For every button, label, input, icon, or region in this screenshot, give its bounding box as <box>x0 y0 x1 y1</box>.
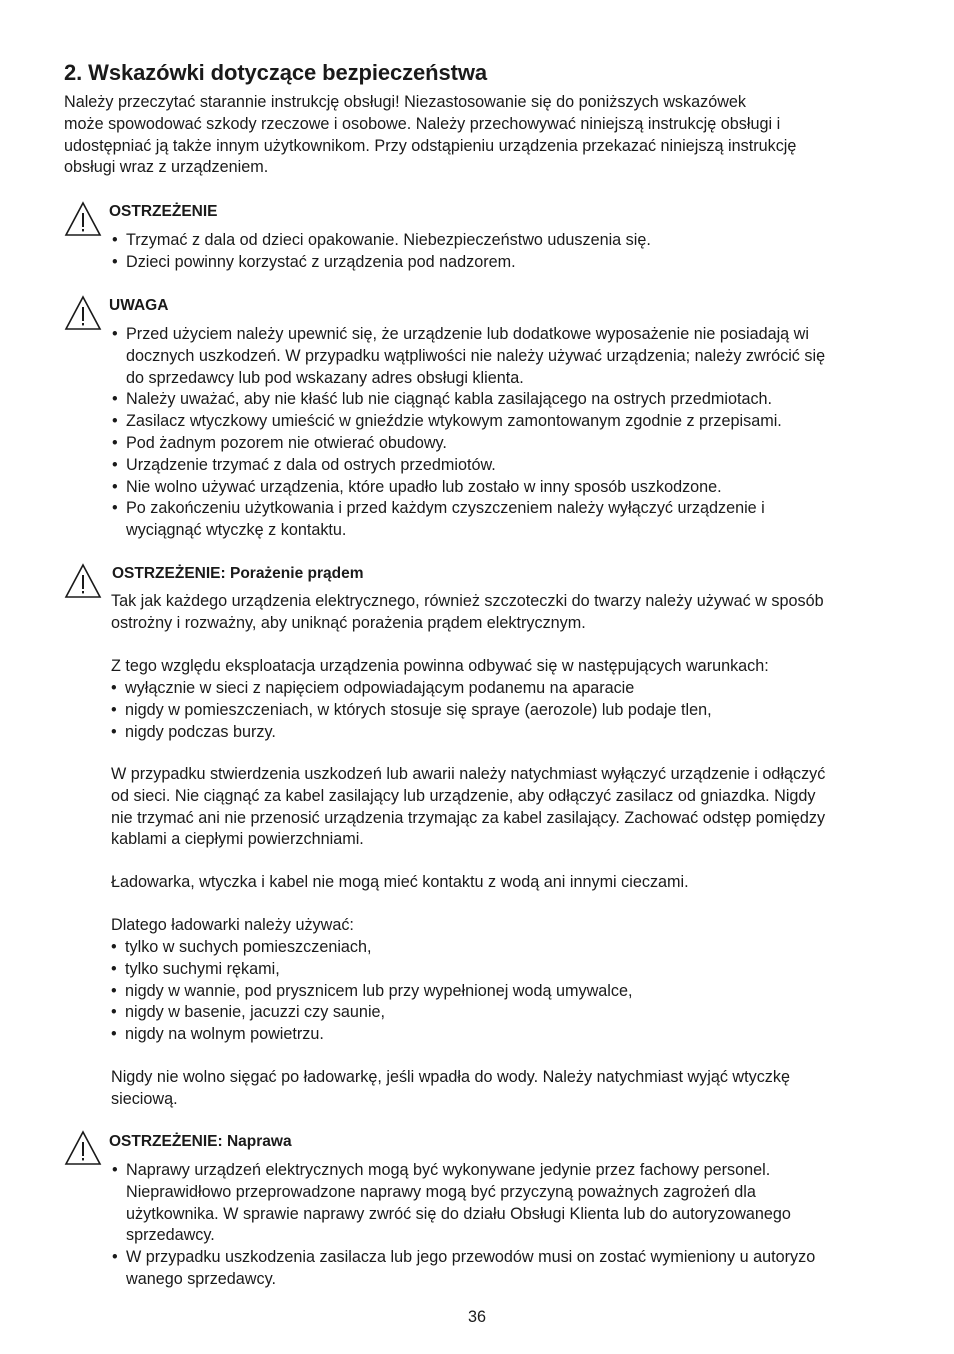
list-item: • tylko suchymi rękami, <box>111 959 911 981</box>
section-title: 2. Wskazówki dotyczące bezpieczeństwa <box>64 60 488 85</box>
list-item: • nigdy w wannie, pod prysznicem lub przy wypełnionej wodą umywalce, <box>111 981 911 1003</box>
electric-paragraph: W przypadku stwierdzenia uszkodzeń lub awarii należy natychmiast wyłączyć urządzenie i odłączyć od sieci. Nie ciągnąć za kabel zasilający lub urządzenie, aby odłączyć zasilacz od gniazdka. Nigdy nie trzymać ani nie przenosić urządzenia trzymając za kabel zasilający. Zachować odstęp pomiędzy kablami a ciepłymi powierzchniami. <box>111 765 826 849</box>
list-item: • Należy uważać, aby nie kłaść lub nie ciągnąć kabla zasilającego na ostrych przedmiotach. <box>112 389 902 411</box>
list-item: • Zasilacz wtyczkowy umieścić w gnieździe wtykowym zamontowanym zgodnie z przepisami. <box>112 411 902 433</box>
warning-list <box>112 230 902 274</box>
list-item: • Naprawy urządzeń elektrycznych mogą być wykonywane jedynie przez fachowy personel. Nieprawidłowo przeprowadzone naprawy mogą być przyczyną poważnych zagrożeń dla użytkownika. W sprawie naprawy zwróć się do działu Obsługi Klienta lub do autoryzowanego sprzedawcy. <box>112 1160 902 1247</box>
warning-triangle-icon <box>64 295 102 331</box>
list-item: • tylko w suchych pomieszczeniach, <box>111 937 911 959</box>
usage-list <box>111 937 911 1046</box>
list-item: • nigdy w pomieszczeniach, w których stosuje się spraye (aerozole) lub podaje tlen, <box>111 700 911 722</box>
list-item: • Urządzenie trzymać z dala od ostrych przedmiotów. <box>112 455 902 477</box>
list-item: • wyłącznie w sieci z napięciem odpowiadającym podanemu na aparacie <box>111 678 911 700</box>
list-item: • Dzieci powinny korzystać z urządzenia pod nadzorem. <box>112 252 902 274</box>
warning-triangle-icon <box>64 201 102 237</box>
electric-paragraph: Ładowarka, wtyczka i kabel nie mogą mieć kontaktu z wodą ani innymi cieczami. <box>111 873 689 891</box>
electric-paragraph: Z tego względu eksploatacja urządzenia powinna odbywać się w następujących warunkach: <box>111 657 769 675</box>
warning-heading: OSTRZEŻENIE <box>109 203 218 220</box>
warning-triangle-icon <box>64 563 102 599</box>
page-number: 36 <box>467 1308 486 1326</box>
list-item: • nigdy w basenie, jacuzzi czy saunie, <box>111 1002 911 1024</box>
list-item: • W przypadku uszkodzenia zasilacza lub jego przewodów musi on zostać wymieniony u autoryzo wanego sprzedawcy. <box>112 1247 902 1291</box>
repair-list <box>112 1160 902 1291</box>
conditions-list <box>111 678 911 743</box>
list-item: • nigdy na wolnym powietrzu. <box>111 1024 911 1046</box>
intro-paragraph: Należy przeczytać starannie instrukcję obsługi! Niezastosowanie się do poniższych wskazówek może spowodować szkody rzeczowe i osobowe. Należy przechowywać niniejszą instrukcję obsługi i udostępniać ją także innym użytkownikom. Przy odstąpieniu urządzenia przekazać niniejszą instrukcję obsługi wraz z urządzeniem. <box>64 93 797 177</box>
electric-warning-heading: OSTRZEŻENIE: Porażenie prądem <box>112 565 364 582</box>
list-item: • Nie wolno używać urządzenia, które upadło lub zostało w inny sposób uszkodzone. <box>112 477 902 499</box>
warning-triangle-icon <box>64 1130 102 1166</box>
electric-paragraph: Dlatego ładowarki należy używać: <box>111 916 354 934</box>
list-item: • Trzymać z dala od dzieci opakowanie. Niebezpieczeństwo uduszenia się. <box>112 230 902 252</box>
electric-paragraph: Nigdy nie wolno sięgać po ładowarkę, jeśli wpadła do wody. Należy natychmiast wyjąć wtyczkę sieciową. <box>111 1068 790 1108</box>
list-item: • Po zakończeniu użytkowania i przed każdym czyszczeniem należy wyłączyć urządzenie i wyciągnąć wtyczkę z kontaktu. <box>112 498 902 542</box>
list-item: • nigdy podczas burzy. <box>111 722 911 744</box>
electric-paragraph: Tak jak każdego urządzenia elektrycznego, również szczoteczki do twarzy należy używać w sposób ostrożny i rozważny, aby uniknąć porażenia prądem elektrycznym. <box>111 592 824 632</box>
list-item: • Pod żadnym pozorem nie otwierać obudowy. <box>112 433 902 455</box>
repair-warning-heading: OSTRZEŻENIE: Naprawa <box>109 1133 292 1150</box>
list-item: • Przed użyciem należy upewnić się, że urządzenie lub dodatkowe wyposażenie nie posiadają wi docznych uszkodzeń. W przypadku wątpliwości nie należy używać urządzenia; należy zwrócić się do sprzedawcy lub pod wskazany adres obsługi klienta. <box>112 324 902 389</box>
caution-list <box>112 324 902 542</box>
caution-heading: UWAGA <box>109 297 169 314</box>
